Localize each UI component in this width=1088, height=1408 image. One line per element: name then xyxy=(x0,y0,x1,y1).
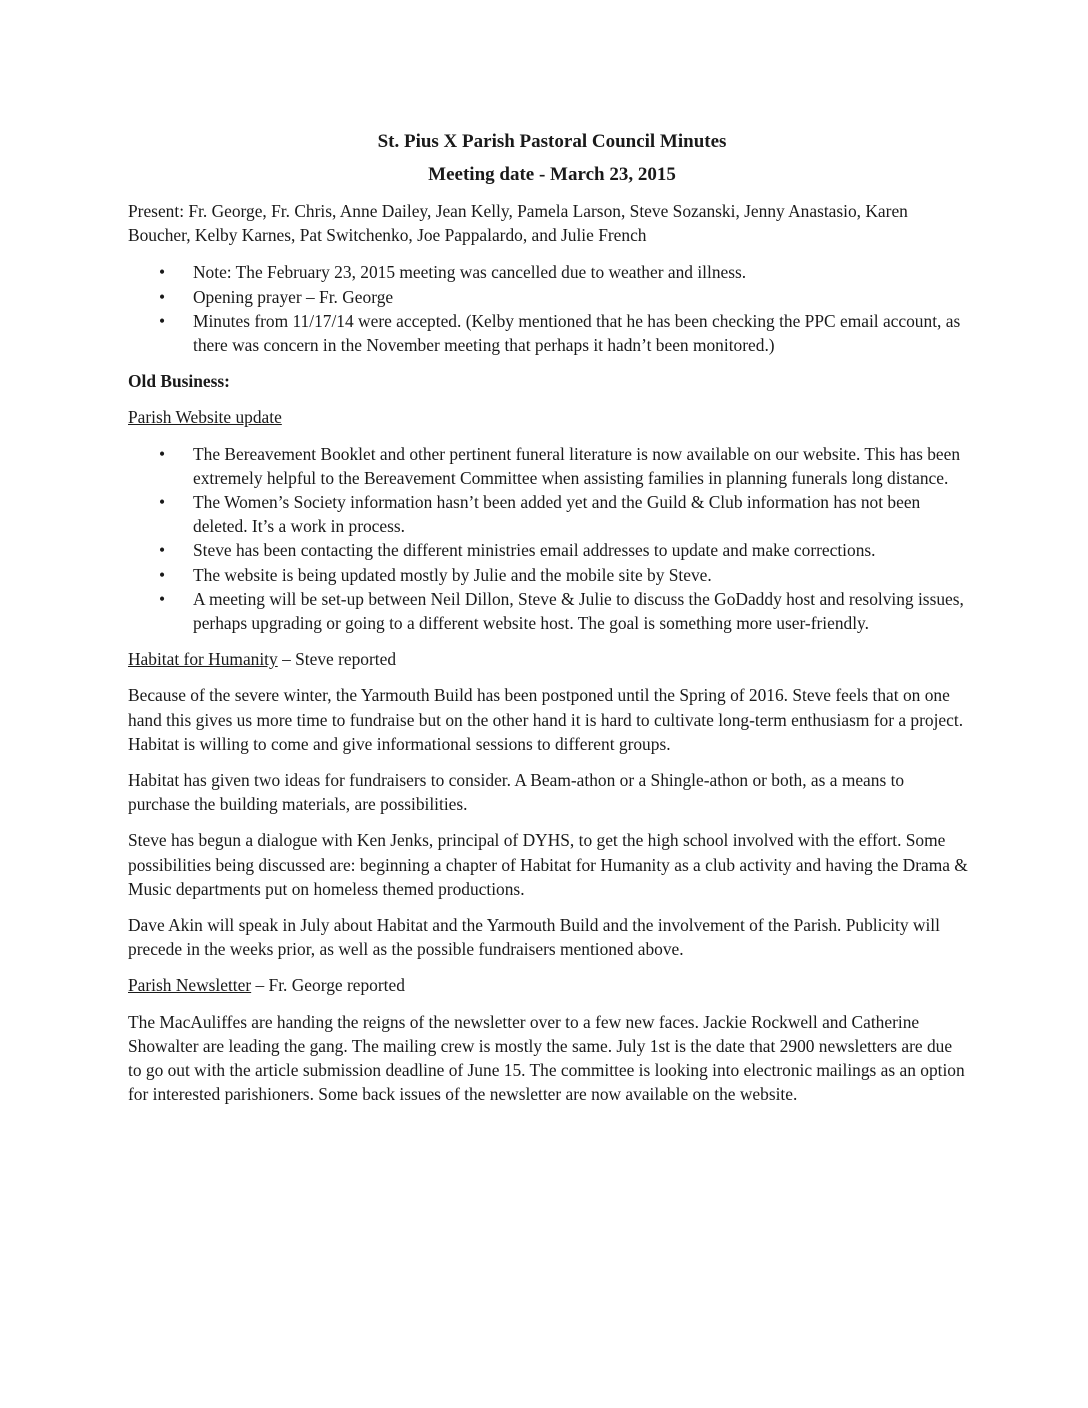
list-item xyxy=(128,442,968,490)
document-title: St. Pius X Parish Pastoral Council Minutes xyxy=(377,131,727,152)
newsletter-heading: Parish Newsletter xyxy=(128,975,252,996)
list-item-text: Steve has been contacting the different ministries email addresses to update and make corrections. xyxy=(193,540,876,561)
habitat-paragraph: Dave Akin will speak in July about Habitat and the Yarmouth Build and the involvement of the Parish. Publicity will precede in the weeks prior, as well as the possible fundraisers mentioned above. xyxy=(128,915,940,960)
document-page xyxy=(128,128,968,1107)
list-item xyxy=(128,285,968,309)
intro-list xyxy=(128,260,968,357)
bullet: • xyxy=(159,540,166,561)
bullet: • xyxy=(159,286,166,307)
list-item-text: Opening prayer – Fr. George xyxy=(193,286,394,307)
list-item xyxy=(128,563,968,587)
newsletter-section-heading xyxy=(128,973,968,997)
list-item xyxy=(128,587,968,635)
list-item-text: The Women’s Society information hasn’t been added yet and the Guild & Club information has not been deleted. It’s a work in process. xyxy=(193,492,921,537)
meeting-date: Meeting date - March 23, 2015 xyxy=(428,164,676,185)
website-heading: Parish Website update xyxy=(128,407,282,428)
habitat-paragraph: Habitat has given two ideas for fundraisers to consider. A Beam-athon or a Shingle-athon or both, as a means to purchase the building materials, are possibilities. xyxy=(128,770,905,815)
list-item-text: Note: The February 23, 2015 meeting was cancelled due to weather and illness. xyxy=(193,262,747,283)
bullet: • xyxy=(159,588,166,609)
website-section-heading xyxy=(128,405,968,429)
list-item-text: A meeting will be set-up between Neil Dillon, Steve & Julie to discuss the GoDaddy host and resolving issues, perhaps upgrading or going to a different website host. The goal is something more user-friendly. xyxy=(193,588,964,634)
bullet: • xyxy=(159,262,166,283)
list-item xyxy=(128,538,968,562)
bullet: • xyxy=(159,564,166,585)
newsletter-reporter: – Fr. George reported xyxy=(251,975,405,996)
list-item-text: Minutes from 11/17/14 were accepted. (Kelby mentioned that he has been checking the PPC email account, as there was concern in the November meeting that perhaps it hadn’t been monitored.) xyxy=(193,310,961,356)
bullet: • xyxy=(159,492,166,513)
habitat-heading: Habitat for Humanity xyxy=(128,649,278,670)
habitat-paragraph: Because of the severe winter, the Yarmouth Build has been postponed until the Spring of 2016. Steve feels that on one hand this gives us more time to fundraise but on the other hand it is hard to cultivate long-term enthusiasm for a project. Habitat is willing to come and give informational sessions to different groups. xyxy=(128,685,964,754)
list-item xyxy=(128,260,968,284)
bullet: • xyxy=(159,443,166,464)
habitat-section-heading xyxy=(128,647,968,671)
habitat-reporter: – Steve reported xyxy=(277,649,397,670)
habitat-paragraph: Steve has begun a dialogue with Ken Jenks, principal of DYHS, to get the high school involved with the effort. Some possibilities being discussed are: beginning a chapter of Habitat for Humanity as a club activity and having the Drama & Music departments put on homeless themed productions. xyxy=(128,830,968,899)
newsletter-paragraph: The MacAuliffes are handing the reigns of the newsletter over to a few new faces. Jackie Rockwell and Catherine Showalter are leading the gang. The mailing crew is mostly the same. July 1st is the date that 2900 newsletters are due to go out with the article submission deadline of June 15. The committee is looking into electronic mailings as an option for interested parishioners. Some back issues of the newsletter are now available on the website. xyxy=(128,1011,965,1105)
website-list xyxy=(128,442,968,636)
list-item xyxy=(128,490,968,538)
bullet: • xyxy=(159,310,166,331)
list-item xyxy=(128,309,968,357)
attendees-paragraph: Present: Fr. George, Fr. Chris, Anne Dailey, Jean Kelly, Pamela Larson, Steve Sozanski, Jenny Anastasio, Karen Boucher, Kelby Karnes, Pat Switchenko, Joe Pappalardo, and Julie French xyxy=(128,201,908,246)
list-item-text: The website is being updated mostly by Julie and the mobile site by Steve. xyxy=(193,564,712,585)
list-item-text: The Bereavement Booklet and other pertinent funeral literature is now available on our website. This has been extremely helpful to the Bereavement Committee when assisting families in planning funerals long distance. xyxy=(193,443,961,488)
old-business-heading: Old Business: xyxy=(128,371,230,392)
